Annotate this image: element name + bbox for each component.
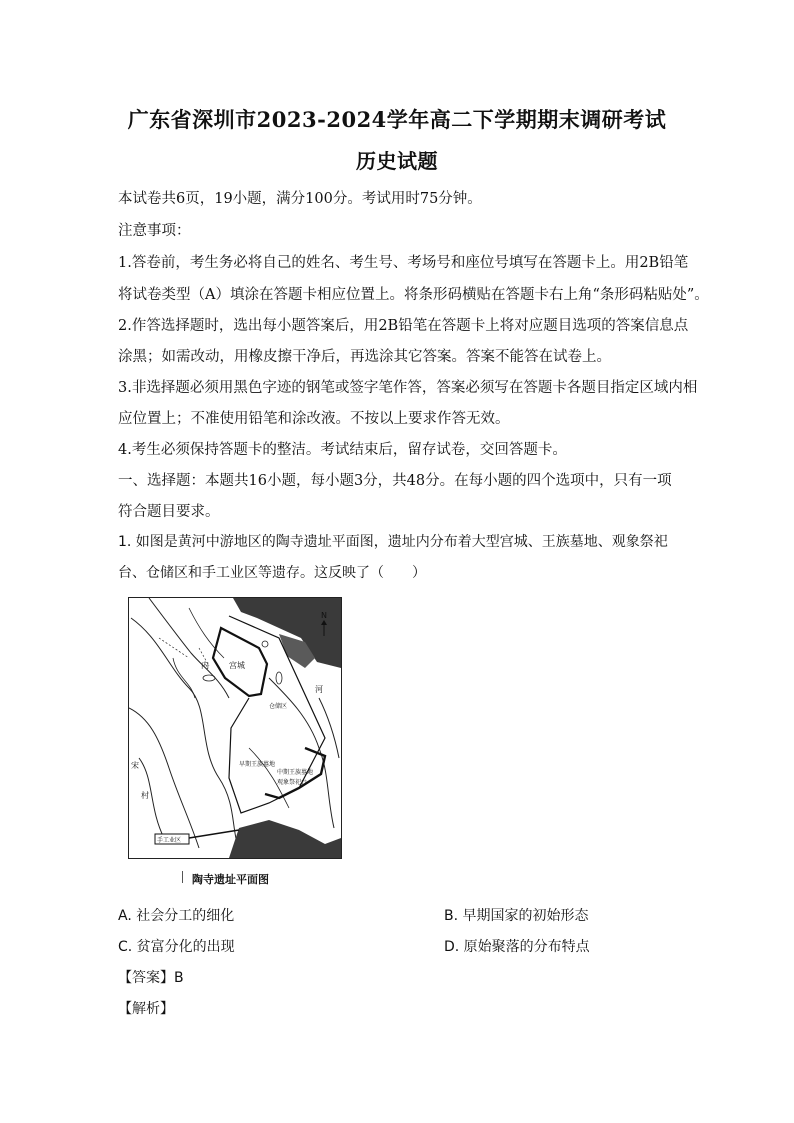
- section-heading: 一、选择题：本题共16小题，每小题3分，共48分。在每小题的四个选项中，只有一项: [118, 473, 672, 489]
- label-village: 村: [141, 791, 149, 800]
- answer-line: 【答案】B: [118, 970, 184, 986]
- label-palace: 宫城: [229, 661, 245, 670]
- label-workshop: 手工业区: [157, 837, 182, 844]
- site-map-svg: [129, 598, 341, 858]
- option-b: B. 早期国家的初始形态: [444, 908, 589, 924]
- option-c: C. 贫富分化的出现: [118, 939, 235, 955]
- label-observatory: 观象祭祀台: [277, 779, 308, 786]
- map-caption-text: 陶寺遗址平面图: [192, 873, 269, 886]
- built-up-area: [233, 598, 341, 668]
- label-mid-tombs: 中期王族墓地: [277, 769, 314, 776]
- north-label: N: [321, 611, 327, 620]
- question-stem: 1. 如图是黄河中游地区的陶寺遗址平面图，遗址内分布着大型宫城、王族墓地、观象祭祀: [118, 534, 668, 550]
- exam-title: 广东省深圳市2023-2024学年高二下学期期末调研考试: [127, 107, 667, 132]
- map-caption: [182, 871, 269, 887]
- analysis-heading: 【解析】: [118, 1001, 174, 1017]
- exam-subtitle: 历史试题: [356, 149, 438, 173]
- label-storage: 仓储区: [269, 703, 288, 710]
- label-early-tombs: 早期王族墓地: [239, 761, 276, 768]
- site-map-figure: [128, 597, 342, 859]
- notice-heading: 注意事项：: [118, 223, 191, 239]
- label-river: 河: [315, 685, 323, 694]
- notice-line: 4.考生必须保持答题卡的整洁。考试结束后，留存试卷，交回答题卡。: [118, 442, 567, 458]
- intro-text: 本试卷共6页，19小题，满分100分。考试用时75分钟。: [118, 191, 482, 207]
- notice-line: 将试卷类型（A）填涂在答题卡相应位置上。将条形码横贴在答题卡右上角“条形码粘贴处”。: [118, 287, 709, 303]
- option-d: D. 原始聚落的分布特点: [444, 939, 590, 955]
- notice-line: 应位置上；不准使用铅笔和涂改液。不按以上要求作答无效。: [118, 411, 510, 427]
- option-a: A. 社会分工的细化: [118, 908, 235, 924]
- notice-line: 2.作答选择题时，选出每小题答案后，用2B铅笔在答题卡上将对应题目选项的答案信息点: [118, 318, 689, 334]
- notice-line: 1.答卷前，考生务必将自己的姓名、考生号、考场号和座位号填写在答题卡上。用2B铅笔: [118, 255, 689, 271]
- river-line: [131, 618, 244, 858]
- section-heading-cont: 符合题目要求。: [118, 504, 220, 520]
- notice-line: 3.非选择题必须用黑色字迹的钢笔或签字笔作答，答案必须写在答题卡各题目指定区域内相: [118, 380, 698, 396]
- label-song: 宋: [131, 761, 139, 770]
- question-stem-cont: 台、仓储区和手工业区等遗存。这反映了（ ）: [118, 565, 426, 581]
- label-inner: 内: [201, 661, 209, 670]
- notice-line: 涂黑；如需改动，用橡皮擦干净后，再选涂其它答案。答案不能答在试卷上。: [118, 349, 611, 365]
